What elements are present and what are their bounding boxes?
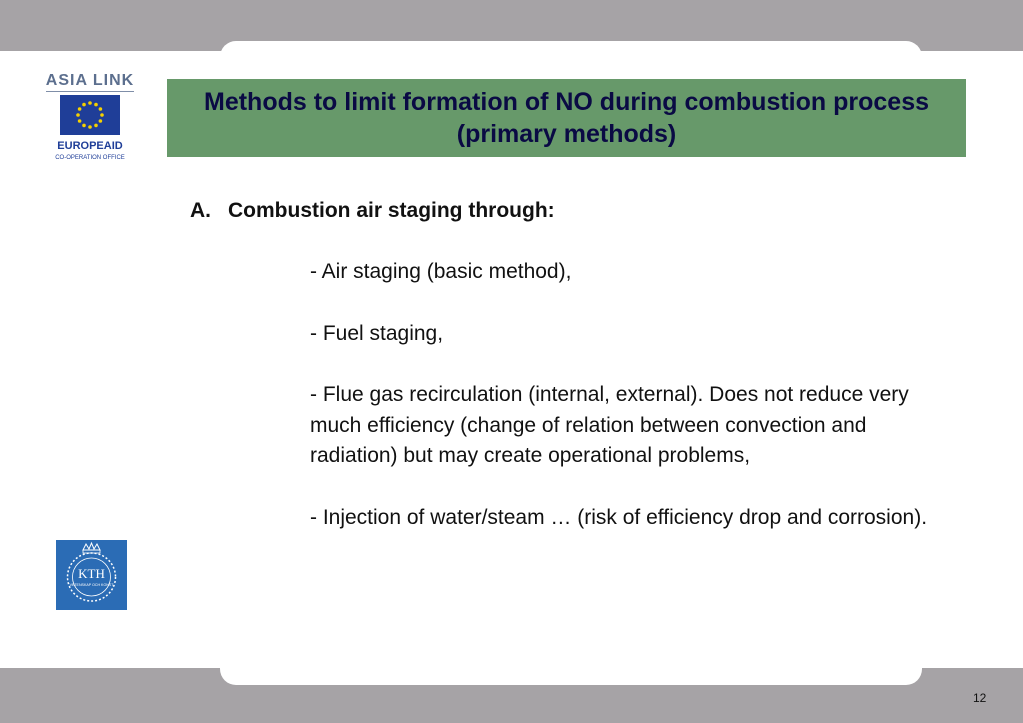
page-number: 12 (973, 691, 987, 705)
top-tab-shape (220, 41, 922, 71)
bottom-tab-shape (220, 655, 922, 685)
section-letter: A. (190, 199, 211, 222)
eu-flag-icon (60, 95, 120, 135)
asia-link-underline (46, 91, 134, 92)
list-item: - Fuel staging, (310, 321, 444, 345)
slide-content (190, 198, 960, 533)
list-item: - Flue gas recirculation (internal, external). Does not reduce very much efficiency (change of relation between convection and radiation) but may create operational problems, (310, 383, 909, 467)
kth-emblem-icon (56, 540, 127, 610)
eu-stars-icon (60, 95, 120, 135)
kth-logo-text: KTH (78, 566, 105, 581)
slide-title: Methods to limit formation of NO during combustion process (primary methods) (204, 88, 929, 148)
cooperation-office-text: CO-OPERATION OFFICE (55, 155, 125, 161)
europeaid-text: EUROPEAID (57, 140, 123, 152)
section-heading-text: Combustion air staging through: (228, 199, 555, 222)
kth-logo (56, 540, 127, 610)
kth-motto-text: VETENSKAP OCH KONST (69, 583, 114, 587)
asia-link-text: ASIA LINK (45, 72, 135, 89)
section-heading (190, 198, 960, 224)
list-item: - Injection of water/steam … (risk of efficiency drop and corrosion). (310, 505, 928, 529)
list-item: - Air staging (basic method), (310, 260, 572, 283)
asia-link-logo (42, 72, 138, 172)
title-banner (167, 79, 966, 157)
